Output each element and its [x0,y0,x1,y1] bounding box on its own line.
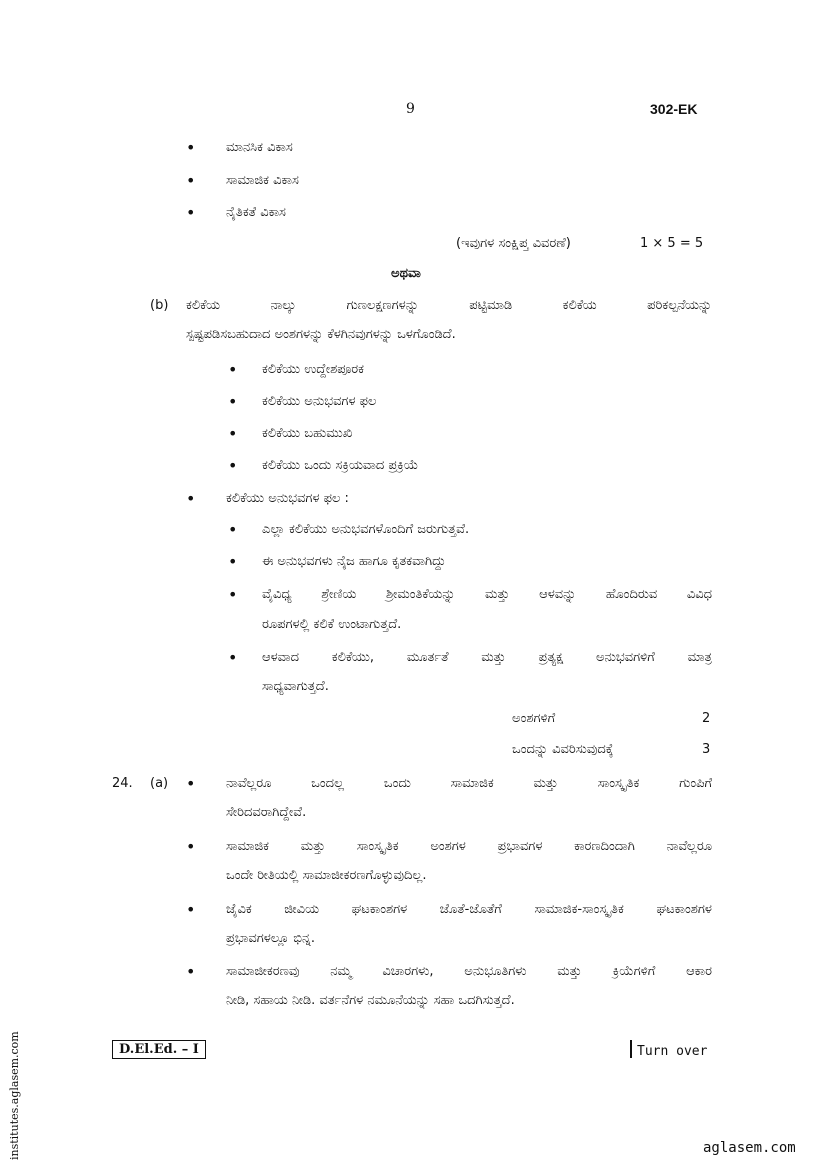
bullet-icon: • [186,138,196,157]
bullet-icon: • [186,489,196,508]
paper-code: 302-EK [650,101,698,117]
bullet-icon: • [228,360,238,379]
list-item: ಕಲಿಕೆಯು ಬಹುಮುಖಿ [262,426,353,441]
bullet-icon: • [228,585,238,604]
marks-label: ಅಂಶಗಳಿಗೆ [512,711,556,726]
answer-line: ಪ್ರಭಾವಗಳಲ್ಲೂ ಭಿನ್ನ. [226,931,316,946]
bullet-icon: • [228,424,238,443]
list-item: ಸಾಮಾಜಿಕ ವಿಕಾಸ [226,173,299,188]
list-item-cont: ರೂಪಗಳಲ್ಲಿ ಕಲಿಕೆ ಉಂಟಾಗುತ್ತದೆ. [262,617,402,632]
bullet-icon: • [186,900,196,919]
answer-line: ಸಾಮಾಜೀಕರಣವು ನಮ್ಮ ವಿಚಾರಗಳು, ಅನುಭೂತಿಗಳು ಮತ್ತು ಕ್ರಿಯೆಗಳಿಗೆ ಆಕಾರ [226,964,712,979]
list-item: ಕಲಿಕೆಯು ಒಂದು ಸಕ್ರಿಯವಾದ ಪ್ರಕ್ರಿಯೆ [262,458,419,473]
turn-over [630,1040,707,1059]
bullet-icon: • [186,837,196,856]
course-box: D.El.Ed. – I [112,1040,206,1059]
question-label: (b) [150,298,169,313]
bullet-icon: • [186,962,196,981]
bullet-icon: • [228,456,238,475]
answer-line: ಜೈವಿಕ ಜೀವಿಯ ಘಟಕಾಂಶಗಳ ಜೊತೆ-ಜೊತೆಗೆ ಸಾಮಾಜಿಕ-ಸಾಂಸ್ಕೃತಿಕ ಘಟಕಾಂಶಗಳ [226,902,712,917]
list-item: ಆಳವಾದ ಕಲಿಕೆಯು, ಮೂರ್ತತೆ ಮತ್ತು ಪ್ರತ್ಯಕ್ಷ ಅನುಭವಗಳಿಗೆ ಮಾತ್ರ [262,650,712,665]
answer-line: ಸಾಮಾಜಿಕ ಮತ್ತು ಸಾಂಸ್ಕೃತಿಕ ಅಂಶಗಳ ಪ್ರಭಾವಗಳ ಕಾರಣದಿಂದಾಗಿ ನಾವೆಲ್ಲರೂ [226,839,712,854]
list-item: ಎಲ್ಲಾ ಕಲಿಕೆಯು ಅನುಭವಗಳೊಂದಿಗೆ ಜರುಗುತ್ತವೆ. [262,522,470,537]
marks-value: 3 [702,742,711,757]
answer-line: ನಾವೆಲ್ಲರೂ ಒಂದಲ್ಲ ಒಂದು ಸಾಮಾಜಿಕ ಮತ್ತು ಸಾಂಸ್ಕೃತಿಕ ಗುಂಪಿಗೆ [226,776,712,791]
list-item: ಕಲಿಕೆಯು ಉದ್ದೇಶಪೂರಕ [262,362,365,377]
question-number: 24. [112,776,133,791]
marks-note: (ಇವುಗಳ ಸಂಕ್ಷಿಪ್ತ ವಿವರಣೆ) [456,236,571,251]
marks-label: ಒಂದನ್ನು ವಿವರಿಸುವುದಕ್ಕೆ [512,742,614,757]
page-number: 9 [406,101,415,117]
list-item: ನೈತಿಕತೆ ವಿಕಾಸ [226,205,286,220]
bullet-icon: • [228,520,238,539]
question-part: (a) [150,776,169,791]
question-text: ಕಲಿಕೆಯ ನಾಲ್ಕು ಗುಣಲಕ್ಷಣಗಳನ್ನು ಪಟ್ಟಿಮಾಡಿ ಕಲಿಕೆಯ ಪರಿಕಲ್ಪನೆಯನ್ನು [186,298,712,313]
bullet-icon: • [186,171,196,190]
list-item: ವೈವಿಧ್ಯ ಶ್ರೇಣಿಯ ಶ್ರೀಮಂತಿಕೆಯನ್ನು ಮತ್ತು ಆಳವನ್ನು ಹೊಂದಿರುವ ವಿವಿಧ [262,587,712,602]
bottom-watermark: aglasem.com [703,1140,796,1156]
or-heading: ಅಥವಾ [391,266,421,281]
side-watermark: institutes.aglasem.com [8,1031,21,1160]
bracket-icon [630,1040,632,1058]
list-item-cont: ಸಾಧ್ಯವಾಗುತ್ತದೆ. [262,679,329,694]
bullet-icon: • [186,774,196,793]
list-item: ಮಾನಸಿಕ ವಿಕಾಸ [226,140,293,155]
answer-line: ಒಂದೇ ರೀತಿಯಲ್ಲಿ ಸಾಮಾಜೀಕರಣಗೊಳ್ಳುವುದಿಲ್ಲ. [226,868,427,883]
section-heading: ಕಲಿಕೆಯು ಅನುಭವಗಳ ಫಲ : [226,491,349,506]
marks-calc: 1 × 5 = 5 [640,236,704,251]
answer-line: ಸೇರಿದವರಾಗಿದ್ದೇವೆ. [226,805,307,820]
bullet-icon: • [228,392,238,411]
bullet-icon: • [228,648,238,667]
answer-line: ನೀಡಿ, ಸಹಾಯ ನೀಡಿ. ವರ್ತನೆಗಳ ನಮೂನೆಯನ್ನು ಸಹಾ ಒದಗಿಸುತ್ತದೆ. [226,993,515,1008]
list-item: ಕಲಿಕೆಯು ಅನುಭವಗಳ ಫಲ [262,394,377,409]
turn-over-label: Turn over [637,1044,708,1059]
bullet-icon: • [228,552,238,571]
list-item: ಈ ಅನುಭವಗಳು ನೈಜ ಹಾಗೂ ಕೃತಕವಾಗಿದ್ದು [262,554,446,569]
bullet-icon: • [186,203,196,222]
question-text: ಸ್ಪಷ್ಟಪಡಿಸಬಹುದಾದ ಅಂಶಗಳನ್ನು ಕೆಳಗಿನವುಗಳನ್ನು ಒಳಗೊಂಡಿದೆ. [186,327,456,342]
marks-value: 2 [702,711,711,726]
